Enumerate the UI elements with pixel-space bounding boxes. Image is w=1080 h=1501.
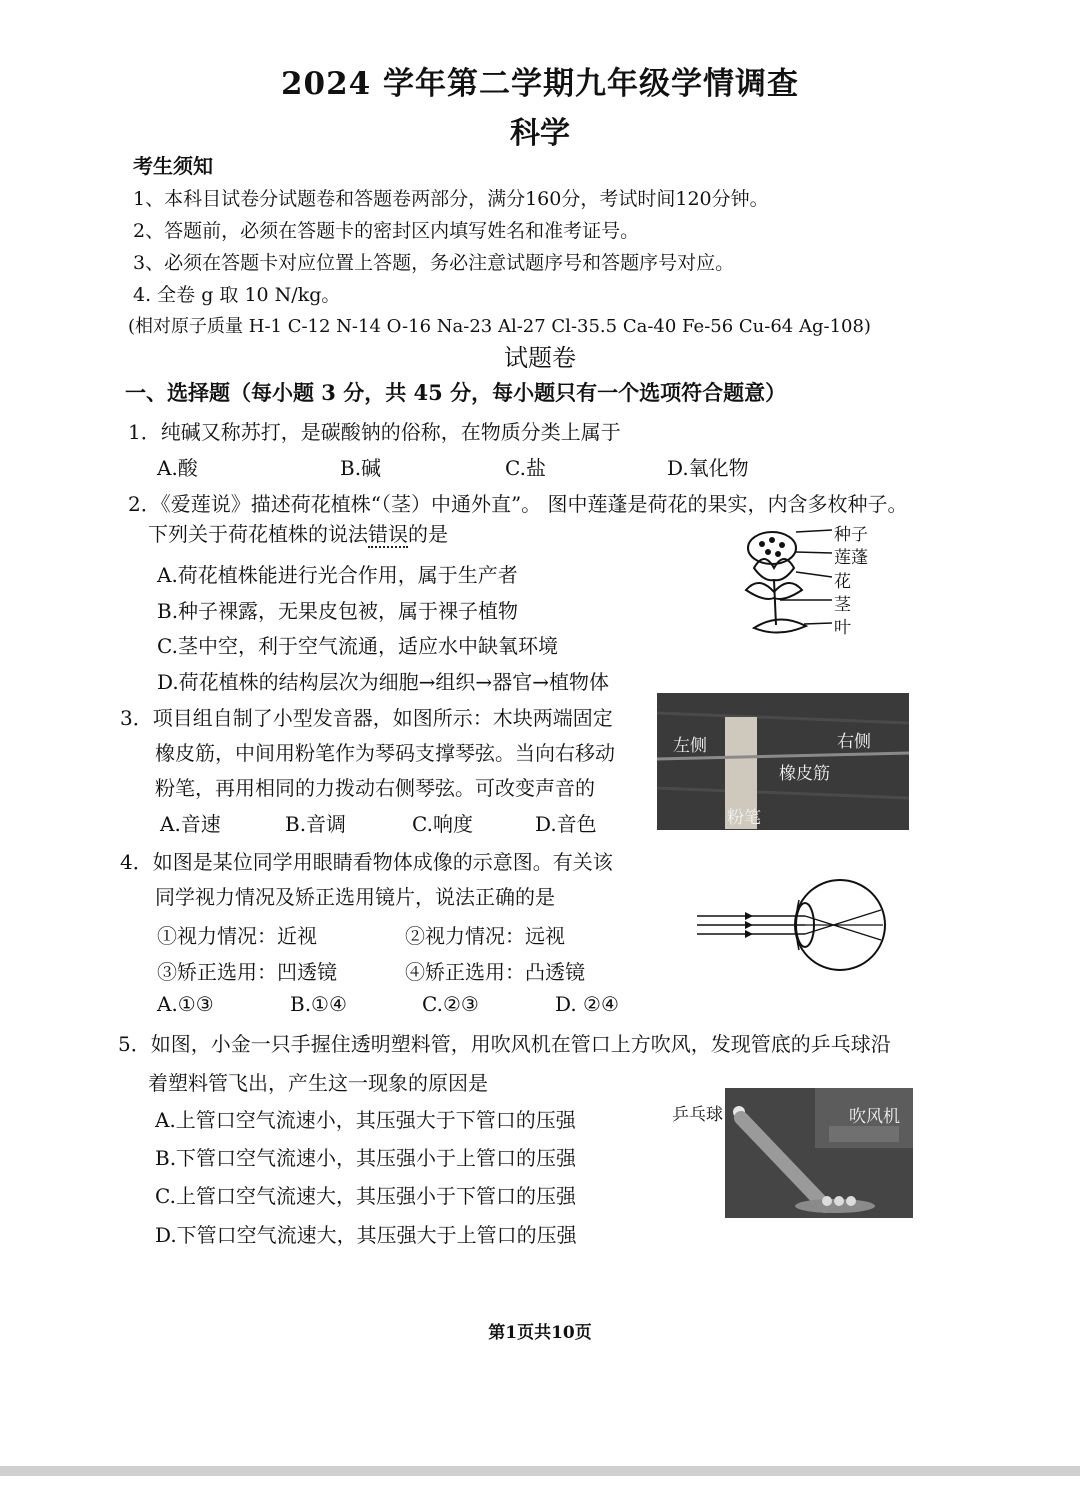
question-3-stem-line3: 粉笔，再用相同的力拨动右侧琴弦。可改变声音的 — [155, 776, 595, 800]
notice-item: 3、必须在答题卡对应位置上答题，务必注意试题序号和答题序号对应。 — [133, 252, 735, 274]
q5-option-c: C.上管口空气流速大，其压强小于下管口的压强 — [155, 1184, 576, 1208]
label-flower: 花 — [834, 572, 851, 592]
q3-option-b: B.音调 — [285, 812, 347, 836]
question-3-stem-line2: 橡皮筋，中间用粉笔作为琴码支撑琴弦。当向右移动 — [155, 741, 615, 765]
q2-option-b: B.种子裸露，无果皮包被，属于裸子植物 — [157, 599, 519, 623]
label-seedpod: 莲蓬 — [834, 548, 868, 568]
subject-title: 科学 — [510, 116, 570, 151]
q4-statement-2: ②视力情况：远视 — [405, 924, 565, 948]
notice-heading: 考生须知 — [133, 154, 213, 178]
label-left-side: 左侧 — [673, 736, 707, 756]
label-rubber-band: 橡皮筋 — [779, 764, 830, 784]
page-number: 第1页共10页 — [488, 1323, 592, 1343]
q2-option-c: C.茎中空，利于空气流通，适应水中缺氧环境 — [157, 634, 558, 658]
q2-option-a: A.荷花植株能进行光合作用，属于生产者 — [157, 563, 518, 587]
q5-option-d: D.下管口空气流速大，其压强大于上管口的压强 — [155, 1223, 577, 1247]
question-5-stem-line2: 着塑料管飞出，产生这一现象的原因是 — [148, 1071, 488, 1095]
question-5-stem-line1: 5．如图，小金一只手握住透明塑料管，用吹风机在管口上方吹风，发现管底的乒乓球沿 — [118, 1032, 891, 1056]
emphasis-wrong: 错误 — [368, 522, 408, 546]
question-1-stem: 1．纯碱又称苏打，是碳酸钠的俗称，在物质分类上属于 — [128, 420, 621, 444]
label-stem: 茎 — [834, 595, 851, 615]
question-2-stem-line2: 下列关于荷花植株的说法错误的是 — [148, 522, 448, 546]
lotus-figure — [724, 520, 874, 650]
label-chalk: 粉笔 — [727, 808, 761, 828]
atomic-mass-line: (相对原子质量 H-1 C-12 N-14 O-16 Na-23 Al-27 Cl-35.5 Ca-40 Fe-56 Cu-64 Ag-108) — [128, 316, 871, 337]
q2-option-d: D.荷花植株的结构层次为细胞→组织→器官→植物体 — [157, 670, 609, 694]
q4-statement-3: ③矫正选用：凹透镜 — [157, 960, 337, 984]
sound-device-photo — [657, 693, 909, 830]
q1-option-b: B.碱 — [340, 456, 382, 480]
eye-drawing — [693, 878, 893, 973]
notice-item: 2、答题前，必须在答题卡的密封区内填写姓名和准考证号。 — [133, 220, 640, 242]
q4-statement-1: ①视力情况：近视 — [157, 924, 317, 948]
q3-option-a: A.音速 — [160, 812, 221, 836]
q3-option-c: C.响度 — [412, 812, 473, 836]
q1-option-c: C.盐 — [505, 456, 546, 480]
q3-option-d: D.音色 — [535, 812, 597, 836]
q1-option-a: A.酸 — [157, 456, 198, 480]
label-leaf: 叶 — [834, 618, 851, 638]
q5-option-a: A.上管口空气流速小，其压强大于下管口的压强 — [155, 1108, 576, 1132]
eye-diagram — [693, 878, 893, 973]
section-heading: 一、选择题（每小题 3 分，共 45 分，每小题只有一个选项符合题意） — [125, 380, 787, 405]
label-right-side: 右侧 — [837, 732, 871, 752]
label-ping-pong-ball: 乒乓球 — [672, 1105, 723, 1125]
section-title: 试题卷 — [504, 344, 576, 372]
blower-photo — [725, 1088, 913, 1218]
question-4-stem-line2: 同学视力情况及矫正选用镜片，说法正确的是 — [155, 885, 555, 909]
q5-option-b: B.下管口空气流速小，其压强小于上管口的压强 — [155, 1146, 577, 1170]
label-hair-dryer: 吹风机 — [849, 1107, 900, 1127]
q4-option-b: B.①④ — [290, 992, 347, 1016]
q4-statement-4: ④矫正选用：凸透镜 — [405, 960, 585, 984]
question-3-stem-line1: 3．项目组自制了小型发音器，如图所示：木块两端固定 — [120, 706, 613, 730]
q4-option-a: A.①③ — [157, 992, 214, 1016]
q4-option-c: C.②③ — [422, 992, 479, 1016]
question-4-stem-line1: 4．如图是某位同学用眼睛看物体成像的示意图。有关该 — [120, 850, 613, 874]
q4-option-d: D. ②④ — [555, 992, 619, 1016]
q1-option-d: D.氧化物 — [667, 456, 749, 480]
notice-item: 4. 全卷 g 取 10 N/kg。 — [133, 284, 341, 306]
bottom-divider — [0, 1466, 1080, 1476]
label-seed: 种子 — [834, 525, 868, 545]
question-2-stem: 2．《爱莲说》描述荷花植株“（茎）中通外直”。 图中莲蓬是荷花的果实，内含多枚种子。 — [128, 492, 908, 516]
exam-title: 2024 学年第二学期九年级学情调查 — [280, 66, 800, 102]
notice-item: 1、本科目试卷分试题卷和答题卷两部分，满分160分，考试时间120分钟。 — [133, 188, 769, 210]
